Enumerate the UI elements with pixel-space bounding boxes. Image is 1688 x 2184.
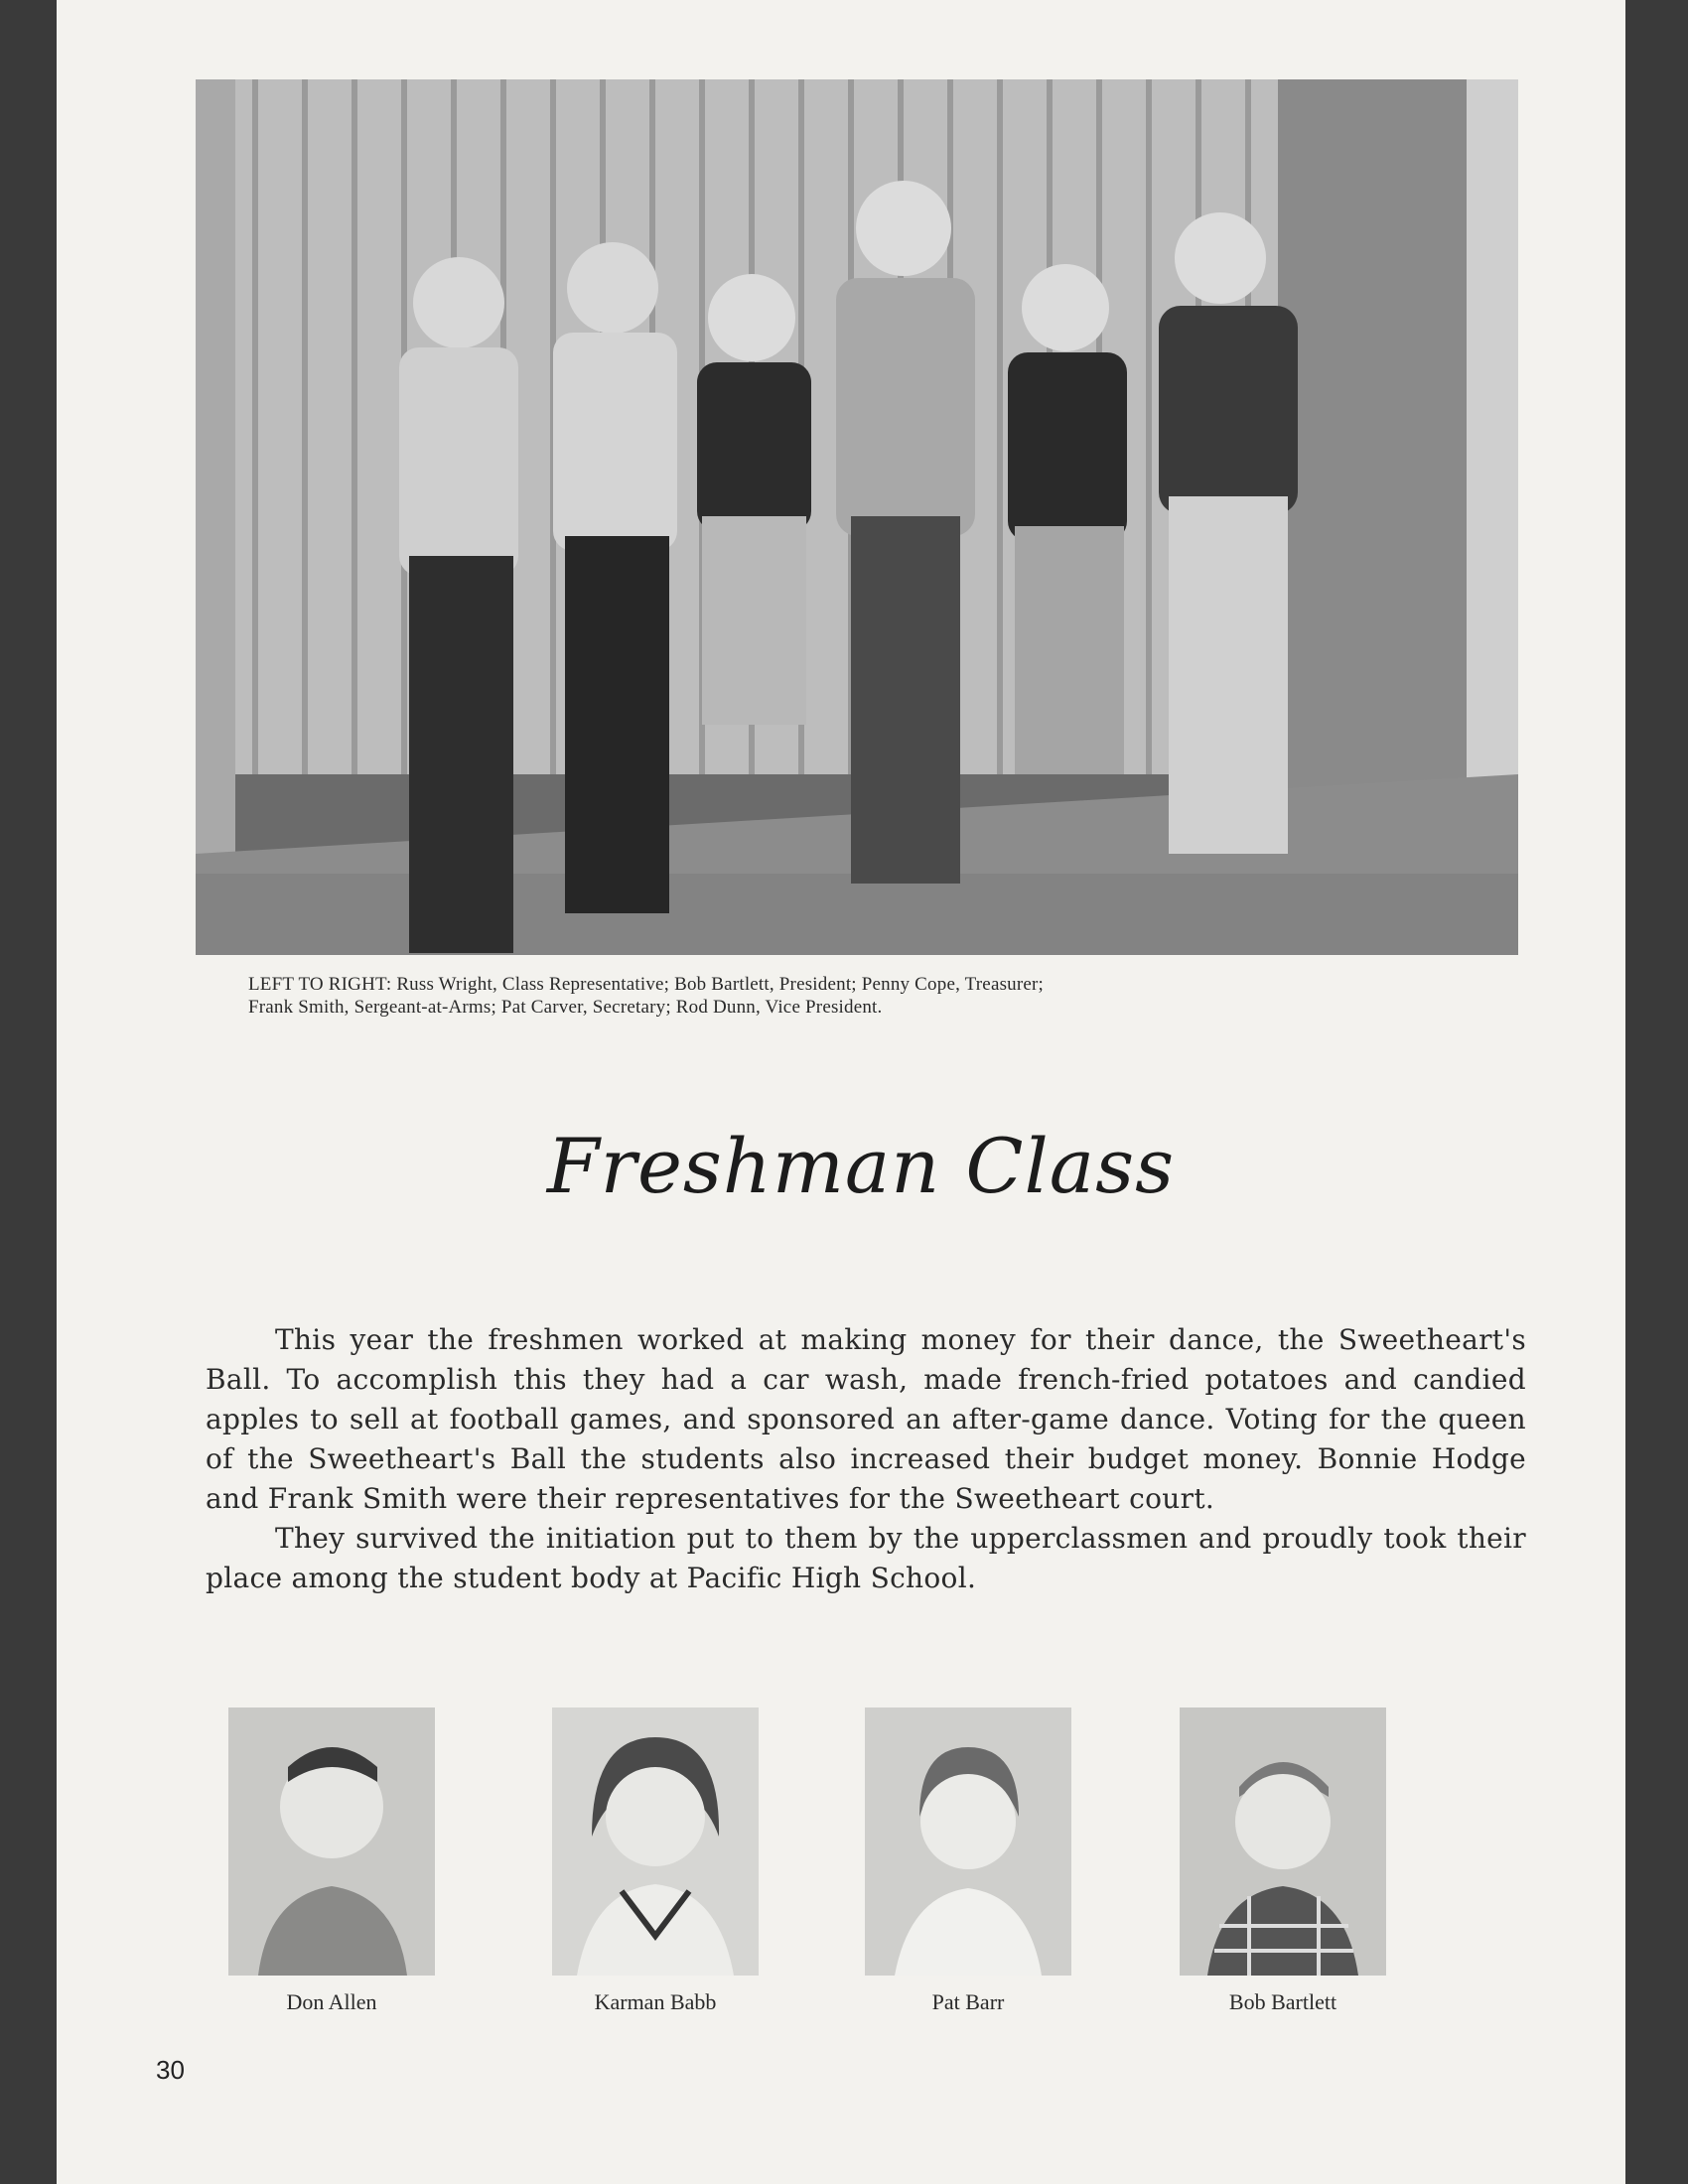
portrait-photo [865,1707,1071,1976]
portrait-card [1180,1707,1386,2015]
portrait-photo [228,1707,435,1976]
article-body [206,1320,1526,1598]
portrait-name: Don Allen [286,1989,377,2014]
portrait-name: Karman Babb [594,1989,717,2014]
page-number: 30 [156,2055,185,2085]
page-title: Freshman Class [546,1122,1176,1210]
yearbook-page [57,0,1625,2184]
portrait-card [865,1707,1071,2015]
paragraph-2: They survived the initiation put to them by the upperclassmen and proudly took their place among the student body at Pacific High School. [206,1522,1526,1594]
portrait-card [552,1707,759,2015]
group-photo [196,79,1518,955]
photo-caption [248,973,1529,1019]
portrait-row [57,1707,1685,2025]
caption-line-1: LEFT TO RIGHT: Russ Wright, Class Representative; Bob Bartlett, President; Penny Cope, Treasurer; [248,974,1045,995]
portrait-name: Pat Barr [931,1989,1005,2014]
portrait-photo [552,1707,759,1976]
portrait-name: Bob Bartlett [1228,1989,1337,2014]
portrait-card [228,1707,435,2015]
caption-line-2: Frank Smith, Sergeant-at-Arms; Pat Carver, Secretary; Rod Dunn, Vice President. [248,997,883,1018]
paragraph-1: This year the freshmen worked at making money for their dance, the Sweetheart's Ball. To accomplish this they had a car wash, made french-fried potatoes and candied apples to sell at football games, and sponsored an after-game dance. Voting for the queen of the Sweetheart's Ball the students also increased their budget money. Bonnie Hodge and Frank Smith were their representatives for the Sweetheart court. [206,1323,1526,1515]
portrait-photo [1180,1707,1386,1976]
